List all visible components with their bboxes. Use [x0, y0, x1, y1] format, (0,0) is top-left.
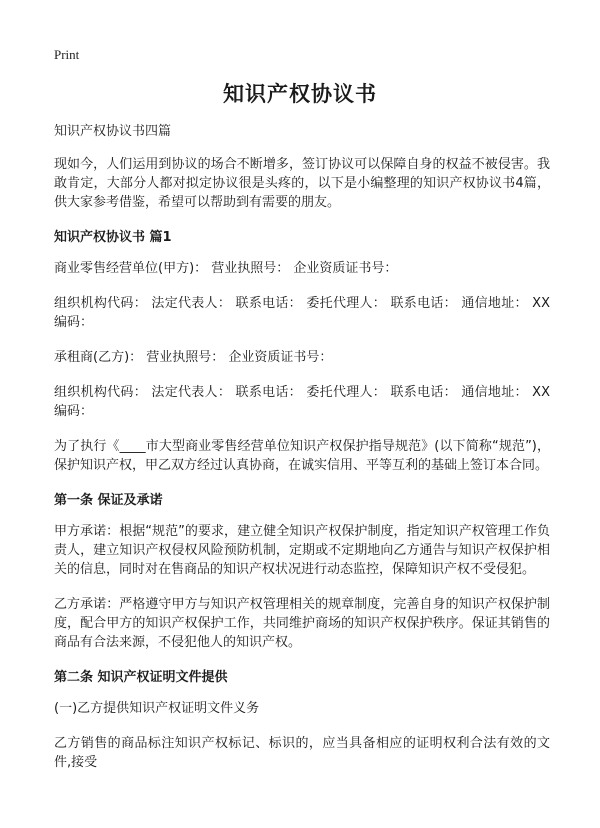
party-b-line: 承租商(乙方)： 营业执照号： 企业资质证书号：: [54, 350, 333, 365]
article-1-party-a: 甲方承诺：根据“规范”的要求，建立健全知识产权保护制度，指定知识产权管理工作负责人，建立知识产权侵权风险预防机制，定期或不定期地向乙方通告与知识产权保护相关的信息，同时对在售商品的知识产权状况进行动态监控，保障知识产权不受侵犯。: [54, 524, 550, 577]
party-a-line: 商业零售经营单位(甲方)： 营业执照号： 企业资质证书号：: [54, 261, 398, 276]
article-2-heading: 第二条 知识产权证明文件提供: [54, 670, 228, 685]
article-2-item-1-text: 乙方销售的商品标注知识产权标记、标识的，应当具备相应的证明权利合法有效的文件,接受: [54, 736, 550, 770]
party-b-details: 组织机构代码： 法定代表人： 联系电话： 委托代理人： 联系电话： 通信地址： XX编码：: [54, 385, 550, 419]
article-2-item-1: (一)乙方提供知识产权证明文件义务: [54, 701, 260, 716]
party-a-details: 组织机构代码： 法定代表人： 联系电话： 委托代理人： 联系电话： 通信地址： XX编码：: [54, 296, 550, 330]
print-link[interactable]: Print: [54, 47, 80, 62]
intro-paragraph: 现如今，人们运用到协议的场合不断增多，签订协议可以保障自身的权益不被侵害。我敢肯定，大部分人都对拟定协议很是头疼的，以下是小编整理的知识产权协议书4篇，供大家参考借鉴，希望可以帮助到有需要的朋友。: [54, 157, 550, 210]
document-title: 知识产权协议书: [223, 82, 377, 106]
document-subtitle: 知识产权协议书四篇: [54, 124, 172, 139]
article-1-heading: 第一条 保证及承诺: [54, 493, 163, 508]
section-heading-1: 知识产权协议书 篇1: [54, 230, 172, 245]
preamble-paragraph: 为了执行《____市大型商业零售经营单位知识产权保护指导规范》(以下简称“规范”)，保护知识产权，甲乙双方经过认真协商，在诚实信用、平等互利的基础上签订本合同。: [54, 439, 550, 473]
document-body: [54, 122, 550, 788]
article-1-party-b: 乙方承诺：严格遵守甲方与知识产权管理相关的规章制度，完善自身的知识产权保护制度，配合甲方的知识产权保护工作，共同维护商场的知识产权保护秩序。保证其销售的商品有合法来源，不侵犯他人的知识产权。: [54, 597, 550, 650]
